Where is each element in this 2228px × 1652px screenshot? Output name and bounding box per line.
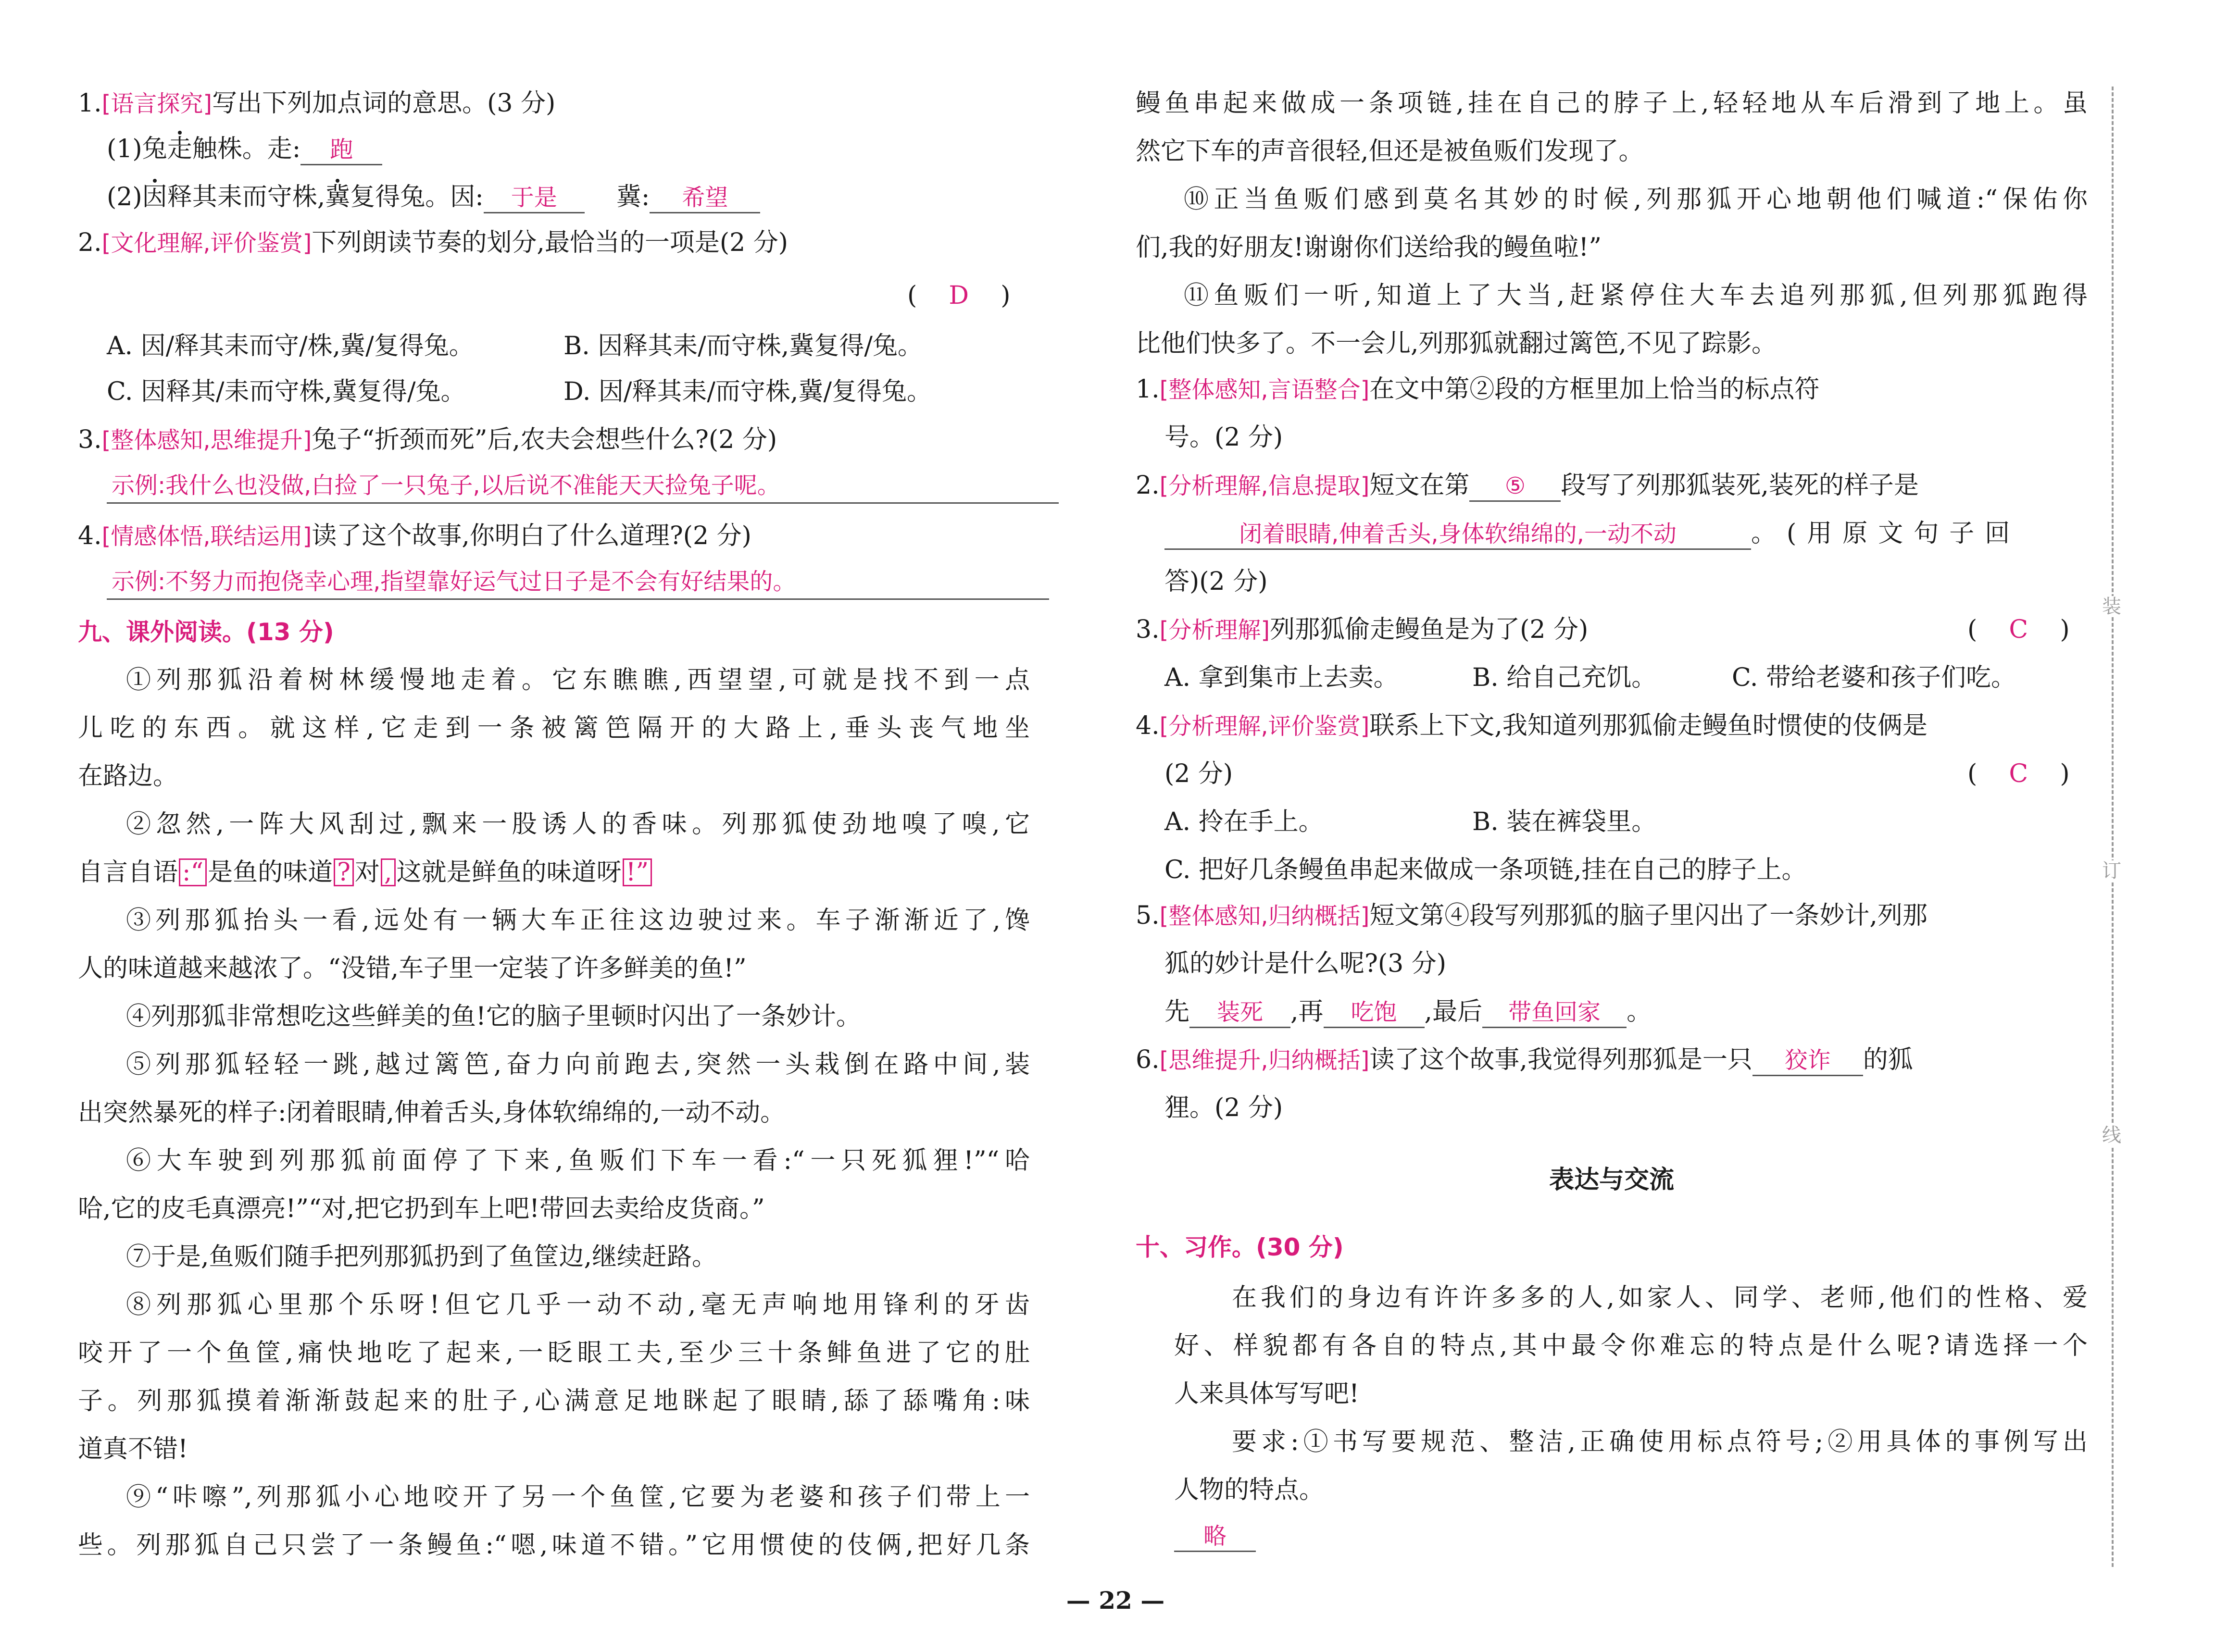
- text: (2): [107, 183, 142, 211]
- option-a: A. 拎在手上。: [1164, 807, 1324, 836]
- question-3-stem: [78, 423, 1030, 457]
- question-tag: [整体感知,思维提升]: [101, 427, 312, 454]
- section-10-heading: [1136, 1230, 2088, 1264]
- question-text: 联系上下文,我知道列那狐偷走鳗鱼时惯使的伎俩是: [1369, 711, 1928, 740]
- question-1-stem: [78, 87, 1030, 121]
- text: 复得兔。因:: [350, 183, 484, 211]
- passage-line: ④列那狐非常想吃这些鲜美的鱼!它的脑子里顿时闪出了一条妙计。: [126, 1002, 861, 1031]
- punctuation-box: ?: [334, 858, 354, 886]
- prompt-line: 人物的特点。: [1174, 1476, 1325, 1504]
- page-number: — 22 —: [1066, 1586, 1165, 1615]
- section-title: 九、课外阅读。: [78, 618, 246, 646]
- reading-question-5-blanks: [1164, 995, 2088, 1029]
- answer-blank: 希望: [650, 183, 760, 213]
- text: 冀:: [616, 183, 650, 211]
- passage-line: 哈,它的皮毛真漂亮!”“对,把它扔到车上吧!带回去卖给皮货商。”: [78, 1194, 765, 1223]
- question-number: 5.: [1136, 901, 1160, 930]
- answer-blank: 带鱼回家: [1482, 998, 1627, 1028]
- answer-letter: C: [2009, 615, 2028, 644]
- answer-blank: 跑: [300, 135, 382, 165]
- text: 段写了列那狐装死,装死的样子是: [1561, 471, 1919, 500]
- section-points: (30 分): [1256, 1233, 1344, 1261]
- passage-line: ⑩正当鱼贩们感到莫名其妙的时候,列那狐开心地朝他们喊道:“保佑你: [1184, 185, 2088, 214]
- answer-blank: 狡诈: [1752, 1046, 1863, 1076]
- passage-line: ③列那狐抬头一看,远处有一辆大车正往这边驶过来。车子渐渐近了,馋: [126, 906, 1030, 935]
- question-points: (2 分): [1164, 759, 1233, 788]
- passage-line: ⑤列那狐轻轻一跳,越过篱笆,奋力向前跑去,突然一头栽倒在路中间,装: [126, 1050, 1030, 1079]
- binding-dashed-line: [2112, 87, 2114, 1567]
- answer-blank: 装死: [1189, 998, 1290, 1028]
- reading-question-1-stem: [1136, 373, 2088, 407]
- question-text-continued: 狐的妙计是什么呢?(3 分): [1164, 949, 1447, 978]
- reading-question-5-stem: [1136, 899, 2088, 933]
- reading-question-3-answer: ( C ): [1967, 615, 2070, 644]
- question-tag: [整体感知,归纳概括]: [1159, 903, 1370, 930]
- dotted-word: 冀: [325, 183, 350, 211]
- option-a: A. 因/释其耒而守/株,冀/复得兔。: [107, 332, 474, 360]
- option-c: C. 带给老婆和孩子们吃。: [1732, 663, 2016, 692]
- text: 。(用原文句子回: [1751, 519, 2021, 548]
- question-text: 列那狐偷走鳗鱼是为了(2 分): [1270, 615, 1589, 644]
- section-9-heading: [78, 615, 1030, 649]
- answer-letter: C: [2009, 759, 2028, 788]
- option-b: B. 给自己充饥。: [1472, 663, 1657, 692]
- prompt-line: 要求:①书写要规范、整洁,正确使用标点符号;②用具体的事例写出: [1232, 1428, 2088, 1456]
- text: 释其耒而守株,: [167, 183, 325, 211]
- passage-line: 些。列那狐自己只尝了一条鳗鱼:“嗯,味道不错。”它用惯使的伎俩,把好几条: [78, 1531, 1030, 1560]
- passage-line-with-boxes: [78, 856, 1030, 889]
- passage-line: 出突然暴死的样子:闭着眼睛,伸着舌头,身体软绵绵的,一动不动。: [78, 1098, 786, 1127]
- passage-line: ⑪鱼贩们一听,知道上了大当,赶紧停住大车去追列那狐,但列那狐跑得: [1184, 281, 2088, 310]
- option-c: C. 把好几条鳗鱼串起来做成一条项链,挂在自己的脖子上。: [1164, 856, 1807, 884]
- question-1-item-2: [107, 180, 1030, 214]
- punctuation-box: ,: [381, 858, 396, 886]
- binding-label: 线: [2102, 1124, 2121, 1146]
- passage-line: ②忽然,一阵大风刮过,飘来一股诱人的香味。列那狐使劲地嗅了嗅,它: [126, 810, 1030, 839]
- passage-line: ⑦于是,鱼贩们随手把列那狐扔到了鱼筐边,继续赶路。: [126, 1242, 717, 1271]
- question-tag: [分析理解]: [1159, 617, 1270, 644]
- text: (1)兔: [107, 135, 167, 163]
- question-text: 写出下列加点词的意思。(3 分): [212, 89, 556, 118]
- text: 对: [355, 858, 380, 887]
- option-c: C. 因释其/耒而守株,冀复得/兔。: [107, 377, 466, 406]
- question-tag: [整体感知,言语整合]: [1159, 376, 1370, 403]
- question-number: 6.: [1136, 1045, 1160, 1074]
- text: 。: [1627, 997, 1652, 1026]
- question-number: 2.: [78, 228, 102, 257]
- text: 是鱼的味道: [208, 858, 333, 887]
- question-text: 读了这个故事,你明白了什么道理?(2 分): [312, 522, 751, 550]
- option-b: B. 因释其耒/而守株,冀复得/兔。: [563, 332, 923, 360]
- question-text: 在文中第②段的方框里加上恰当的标点符: [1369, 375, 1820, 404]
- question-4-stem: [78, 519, 1030, 553]
- passage-line: 们,我的好朋友!谢谢你们送给我的鳗鱼啦!”: [1136, 233, 1602, 262]
- text: 先: [1164, 997, 1190, 1026]
- section-header: 表达与交流: [1549, 1166, 1674, 1194]
- question-number: 1.: [1136, 375, 1160, 404]
- passage-line: ⑥大车驶到列那狐前面停了下来,鱼贩们下车一看:“一只死狐狸!”“哈: [126, 1146, 1030, 1175]
- binding-label: 订: [2102, 860, 2121, 882]
- question-number: 3.: [78, 425, 102, 454]
- answer-blank: ⑤: [1469, 472, 1561, 502]
- reading-question-2-stem: [1136, 469, 2088, 503]
- question-tag: [情感体悟,联结运用]: [101, 523, 312, 550]
- reading-question-6-stem: [1136, 1043, 2088, 1077]
- passage-line: ⑨“咔嚓”,列那狐小心地咬开了另一个鱼筐,它要为老婆和孩子们带上一: [126, 1483, 1030, 1512]
- question-tag: [思维提升,归纳概括]: [1159, 1047, 1370, 1074]
- question-text-continued: 答)(2 分): [1164, 567, 1268, 596]
- question-text: 下列朗读节奏的划分,最恰当的一项是(2 分): [312, 228, 789, 257]
- option-d: D. 因/释其耒/而守株,冀/复得兔。: [563, 377, 932, 406]
- answer-blank: 吃饱: [1324, 998, 1425, 1028]
- reading-question-4-options-row-1: [1164, 805, 2088, 839]
- passage-line: 儿吃的东西。就这样,它走到一条被篱笆隔开的大路上,垂头丧气地坐: [78, 714, 1030, 743]
- text: 短文在第: [1369, 471, 1470, 500]
- passage-line: 道真不错!: [78, 1435, 188, 1464]
- option-a: A. 拿到集市上去卖。: [1164, 663, 1399, 692]
- question-3-answer: 示例:我什么也没做,白捡了一只兔子,以后说不准能天天捡兔子呢。: [107, 469, 1059, 504]
- question-tag: [分析理解,评价鉴赏]: [1159, 713, 1370, 740]
- text: 自言自语: [78, 858, 178, 887]
- question-4-answer: 示例:不努力而抱侥幸心理,指望靠好运气过日子是不会有好结果的。: [107, 565, 1049, 600]
- passage-line: 子。列那狐摸着渐渐鼓起来的肚子,心满意足地眯起了眼睛,舔了舔嘴角:味: [78, 1387, 1030, 1416]
- answer-blank: 闭着眼睛,伸着舌头,身体软绵绵的,一动不动: [1164, 520, 1751, 550]
- essay-answer: [1174, 1519, 2088, 1553]
- question-tag: [文化理解,评价鉴赏]: [101, 230, 312, 257]
- text: 触株。走:: [192, 135, 301, 163]
- section-title: 十、习作。: [1136, 1233, 1256, 1261]
- passage-line: 在路边。: [78, 762, 178, 791]
- reading-question-4-answer: ( C ): [1967, 759, 2070, 788]
- question-text: 短文第④段写列那狐的脑子里闪出了一条妙计,列那: [1369, 901, 1928, 930]
- dotted-word: 因: [142, 183, 167, 211]
- passage-line: 然它下车的声音很轻,但还是被鱼贩们发现了。: [1136, 137, 1644, 166]
- question-number: 4.: [1136, 711, 1160, 740]
- text: 的狐: [1863, 1045, 1913, 1074]
- answer-blank: 略: [1174, 1522, 1256, 1552]
- question-number: 1.: [78, 89, 102, 118]
- dotted-word: 走: [167, 135, 192, 163]
- option-b: B. 装在裤袋里。: [1472, 807, 1657, 836]
- question-number: 4.: [78, 522, 102, 550]
- section-points: (13 分): [246, 618, 334, 646]
- text: 这就是鲜鱼的味道呀: [396, 858, 622, 887]
- question-number: 2.: [1136, 471, 1160, 500]
- reading-question-2-line-2: [1164, 517, 2088, 550]
- punctuation-box: :“: [179, 858, 207, 886]
- passage-line: ①列那狐沿着树林缓慢地走着。它东瞧瞧,西望望,可就是找不到一点: [126, 666, 1030, 695]
- reading-question-3-options: [1164, 661, 2088, 695]
- passage-line: ⑧列那狐心里那个乐呀!但它几乎一动不动,毫无声响地用锋利的牙齿: [126, 1291, 1030, 1319]
- text: ,最后: [1424, 997, 1483, 1026]
- reading-question-3-stem: [1136, 613, 2088, 647]
- text: 读了这个故事,我觉得列那狐是一只: [1369, 1045, 1752, 1074]
- question-number: 3.: [1136, 615, 1160, 644]
- answer-blank: 于是: [484, 183, 585, 213]
- question-2-stem: [78, 226, 1030, 260]
- answer-letter: D: [949, 281, 969, 310]
- question-2-options-row-1: [107, 329, 1030, 363]
- prompt-line: 在我们的身边有许许多多的人,如家人、同学、老师,他们的性格、爱: [1232, 1283, 2088, 1312]
- punctuation-box: !”: [623, 858, 652, 886]
- text: ,再: [1290, 997, 1324, 1026]
- passage-line: 鳗鱼串起来做成一条项链,挂在自己的脖子上,轻轻地从车后滑到了地上。虽: [1136, 89, 2088, 118]
- passage-line: 咬开了一个鱼筐,痛快地吃了起来,一眨眼工夫,至少三十条鲱鱼进了它的肚: [78, 1339, 1030, 1367]
- question-tag: [分析理解,信息提取]: [1159, 472, 1370, 499]
- question-2-answer: ( D ): [907, 281, 1011, 310]
- reading-question-4-stem: [1136, 709, 2088, 743]
- question-text-continued: 号。(2 分): [1164, 423, 1283, 452]
- question-text: 兔子“折颈而死”后,农夫会想些什么?(2 分): [312, 425, 777, 454]
- question-text-continued: 狸。(2 分): [1164, 1093, 1283, 1122]
- prompt-line: 人来具体写写吧!: [1174, 1379, 1359, 1408]
- passage-line: 比他们快多了。不一会儿,列那狐就翻过篱笆,不见了踪影。: [1136, 329, 1777, 358]
- binding-label: 装: [2102, 596, 2121, 618]
- question-tag: [语言探究]: [101, 90, 213, 117]
- question-2-options-row-2: [107, 375, 1030, 409]
- passage-line: 人的味道越来越浓了。“没错,车子里一定装了许多鲜美的鱼!”: [78, 954, 747, 983]
- question-1-item-1: [107, 132, 1030, 166]
- prompt-line: 好、样貌都有各自的特点,其中最令你难忘的特点是什么呢?请选择一个: [1174, 1331, 2088, 1360]
